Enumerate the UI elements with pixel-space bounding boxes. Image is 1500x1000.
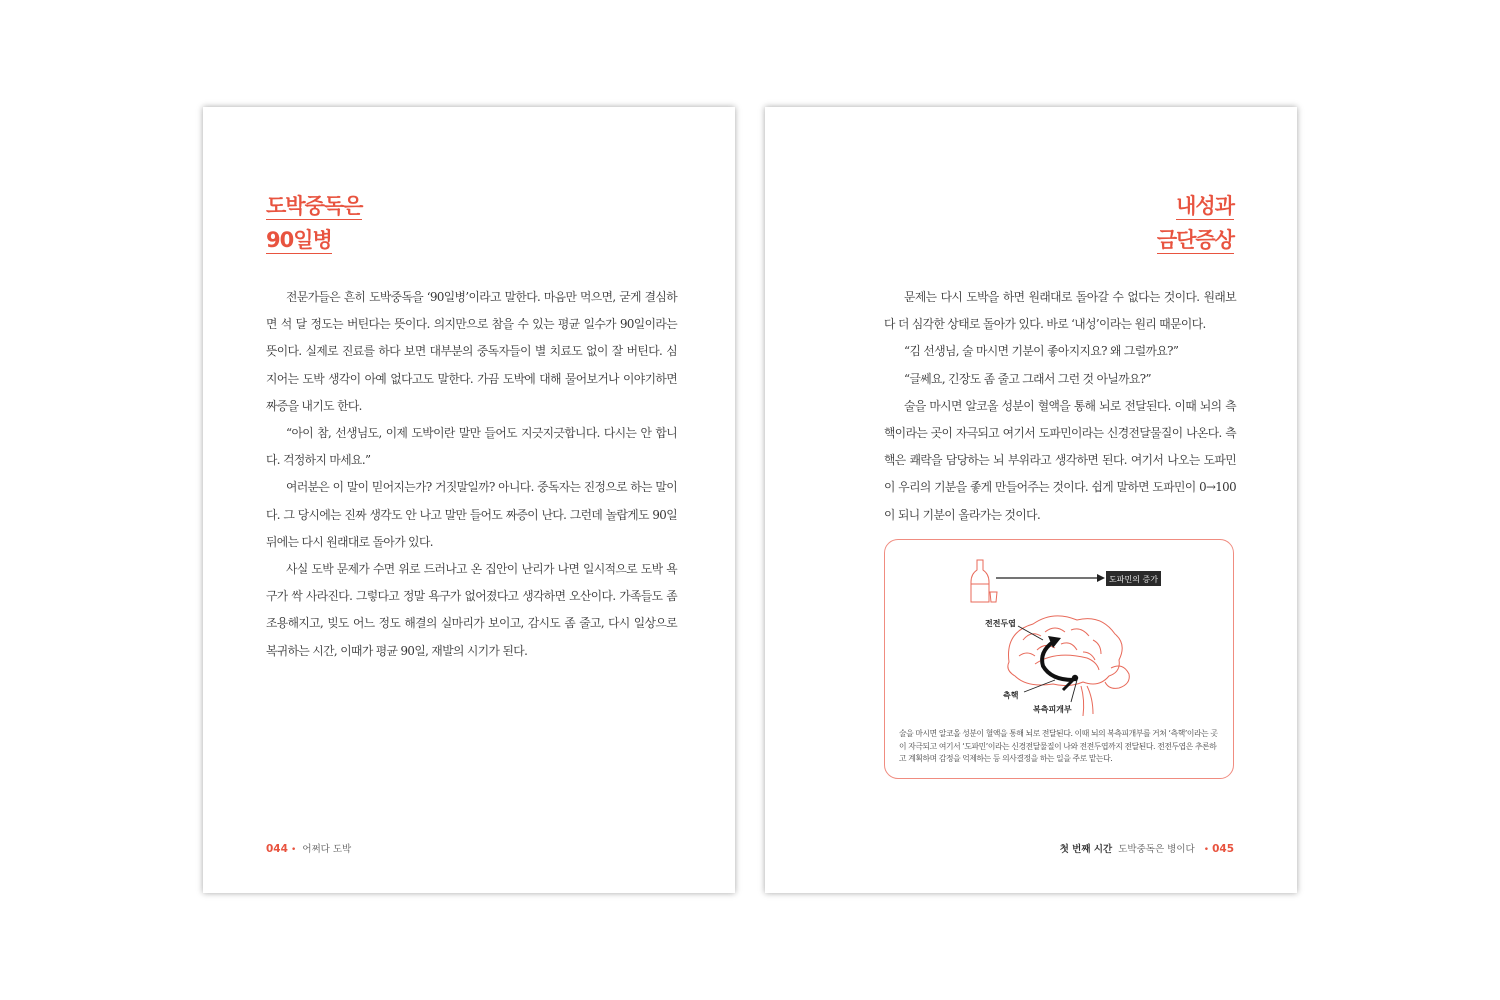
body-text bbox=[884, 284, 1236, 529]
pathway-arrow bbox=[1042, 636, 1078, 690]
footer-dot: • bbox=[290, 845, 297, 855]
chapter-title-line-1: 내성과 bbox=[1176, 194, 1234, 218]
paragraph: “김 선생님, 술 마시면 기분이 좋아지지요? 왜 그럴까요?” bbox=[904, 344, 1179, 359]
right-page bbox=[765, 107, 1297, 893]
chapter-title-line-1: 도박중독은 bbox=[266, 194, 363, 218]
figure-caption: 술을 마시면 알코올 성분이 혈액을 통해 뇌로 전달된다. 이때 뇌의 복측피개부를 거쳐 ‘측핵’이라는 곳이 자극되고 여기서 ‘도파민’이라는 신경전달물질이 나와 전전두엽까지 전달된다. 전전두엽은 추론하고 계획하며 감정을 억제하는 등 의사결정을 하는 일을 주로 맡는다. bbox=[899, 729, 1218, 764]
page-number: 044 bbox=[266, 843, 288, 855]
paragraph: 여러분은 이 말이 믿어지는가? 거짓말일까? 아니다. 중독자는 진정으로 하는 말이다. 그 당시에는 진짜 생각도 안 나고 말만 들어도 짜증이 난다. 그런데 놀랍게도 90일 뒤에는 다시 원래대로 돌아가 있다. bbox=[266, 480, 677, 549]
page-footer bbox=[1060, 841, 1234, 855]
paragraph: “글쎄요, 긴장도 좀 줄고 그래서 그런 것 아닐까요?” bbox=[904, 371, 1151, 386]
chapter-title-line-2: 90일병 bbox=[266, 228, 332, 252]
book-title: 어쩌다 도박 bbox=[302, 844, 352, 855]
page-number: 045 bbox=[1212, 843, 1234, 855]
chapter-title bbox=[266, 189, 362, 257]
label-nucleus: 측핵 bbox=[1003, 691, 1019, 700]
paragraph: 술을 마시면 알코올 성분이 혈액을 통해 뇌로 전달된다. 이때 뇌의 측핵이라는 곳이 자극되고 여기서 도파민이라는 신경전달물질이 나온다. 측핵은 쾌락을 담당하는 뇌 부위라고 생각하면 된다. 여기서 나오는 도파민이 우리의 기분을 좋게 만들어주는 것이다. 쉽게 말하면 도파민이 0→100이 되니 기분이 올라가는 것이다. bbox=[884, 398, 1236, 522]
paragraph: 사실 도박 문제가 수면 위로 드러나고 온 집안이 난리가 나면 일시적으로 도박 욕구가 싹 사라진다. 그렇다고 정말 욕구가 없어졌다고 생각하면 오산이다. 가족들도 좀 조용해지고, 빚도 어느 정도 해결의 실마리가 보이고, 감시도 좀 줄고, 다시 일상으로 복귀하는 시간, 이때가 평균 90일, 재발의 시기가 된다. bbox=[266, 562, 677, 658]
paragraph: “아이 참, 선생님도, 이제 도박이란 말만 들어도 지긋지긋합니다. 다시는 안 합니다. 걱정하지 마세요.” bbox=[266, 426, 677, 468]
chapter-title bbox=[1157, 189, 1234, 257]
arrow-icon bbox=[996, 574, 1105, 582]
part-label: 첫 번째 시간 bbox=[1059, 844, 1113, 855]
paragraph: 문제는 다시 도박을 하면 원래대로 돌아갈 수 없다는 것이다. 원래보다 더 심각한 상태로 돌아가 있다. 바로 ‘내성’이라는 원리 때문이다. bbox=[884, 290, 1236, 332]
label-vta: 복측피개부 bbox=[1033, 705, 1072, 714]
bottle-icon bbox=[971, 560, 989, 602]
body-text bbox=[266, 284, 677, 665]
brain-figure bbox=[884, 539, 1234, 779]
dopamine-label: 도파민의 증가 bbox=[1109, 575, 1158, 584]
paragraph: 전문가들은 흔히 도박중독을 ‘90일병’이라고 말한다. 마음만 먹으면, 굳게 결심하면 석 달 정도는 버틴다는 뜻이다. 의지만으로 참을 수 있는 평균 일수가 90일이라는 뜻이다. 실제로 진료를 하다 보면 대부분의 중독자들이 별 치료도 없이 잘 버틴다. 심지어는 도박 생각이 아예 없다고도 말한다. 가끔 도박에 대해 물어보거나 이야기하면 짜증을 내기도 한다. bbox=[266, 290, 677, 413]
glass-icon bbox=[990, 592, 997, 602]
page-footer bbox=[266, 841, 351, 855]
left-page bbox=[203, 107, 735, 893]
chapter-title-line-2: 금단증상 bbox=[1156, 228, 1234, 252]
label-prefrontal: 전전두엽 bbox=[985, 619, 1016, 628]
chapter-label: 도박중독은 병이다 bbox=[1118, 844, 1195, 855]
footer-dot: • bbox=[1203, 845, 1210, 855]
